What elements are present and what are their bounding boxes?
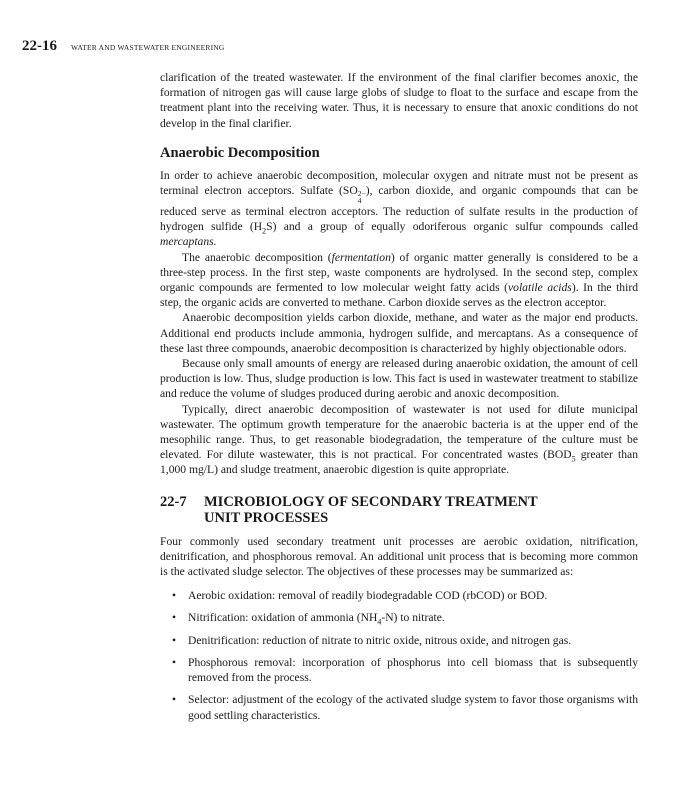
anaerobic-paragraph-2	[160, 250, 638, 311]
section-title-line-1: MICROBIOLOGY OF SECONDARY TREATMENT	[204, 493, 538, 510]
list-item	[160, 692, 638, 722]
list-item	[160, 588, 638, 603]
text-run: greater than 1,000 mg/L) and sludge treatment, anaerobic digestion is quite appropriate.	[160, 448, 638, 477]
text-run: The anaerobic decomposition (	[182, 250, 332, 264]
list-item-text	[188, 610, 638, 625]
running-head	[22, 38, 225, 55]
list-item-text: Phosphorous removal: incorporation of phosphorus into cell biomass that is subsequently removed from the process.	[188, 655, 638, 685]
intro-paragraph: clarification of the treated wastewater. If the environment of the final clarifier becomes anoxic, the formation of nitrogen gas will cause large globs of sludge to float to the surface and escape from the treatment plant into the receiving water. Thus, it is necessary to ensure that anoxic conditions do not develop in the final clarifier.	[160, 71, 638, 130]
book-title: WATER AND WASTEWATER ENGINEERING	[71, 43, 225, 52]
anaerobic-paragraph-5	[160, 402, 638, 478]
subscript: 5	[571, 454, 576, 464]
section-heading	[160, 494, 638, 527]
section-number: 22-7	[160, 493, 187, 510]
page-number: 22-16	[22, 38, 57, 54]
text-run: In order to achieve anaerobic decomposition, molecular oxygen and nitrate must not be present as terminal electron acceptors. Sulfate (SO	[160, 168, 638, 198]
bullet-icon: •	[171, 611, 177, 625]
subscript: 4	[377, 617, 382, 627]
list-item	[160, 655, 638, 685]
subscript: 4	[357, 196, 362, 206]
anaerobic-paragraph-3: Anaerobic decomposition yields carbon dioxide, methane, and water as the major end products. Additional end products include ammonia, hydrogen sulfide, and mercaptans. As a consequence of these last three compounds, anaerobic decomposition is characterized by highly objectionable odors.	[160, 311, 638, 355]
anaerobic-paragraph-4: Because only small amounts of energy are released during anaerobic oxidation, the amount of cell production is low. Thus, sludge production is low. This fact is used in wastewater treatment to stabilize and reduce the volume of sludges produced during aerobic and anoxic decomposition.	[160, 357, 638, 401]
charge-superscript: 2−	[357, 189, 366, 199]
term-fermentation: fermentation	[331, 250, 391, 264]
anaerobic-paragraph-1	[160, 168, 638, 250]
bullet-icon: •	[171, 633, 177, 647]
bullet-icon: •	[171, 655, 177, 669]
process-list	[160, 588, 638, 722]
section-title-line-2: UNIT PROCESSES	[204, 510, 329, 527]
text-run: ), carbon dioxide, and organic compounds that can be reduced serve as terminal electron acceptors. The reduction of sulfate results in the production of hydrogen sulfide (H	[160, 184, 638, 234]
text-run: -N) to nitrate.	[381, 611, 445, 625]
section-title	[204, 494, 638, 527]
page-body	[160, 70, 638, 730]
list-item	[160, 633, 638, 648]
anaerobic-heading: Anaerobic Decomposition	[160, 144, 320, 161]
subscript: 2	[262, 226, 267, 236]
text-run: S) and a group of equally odoriferous organic sulfur compounds called	[266, 220, 639, 234]
text-run: ) of organic matter generally is considered to be a three-step process. In the first step, waste components are hydrolysed. In the second step, complex organic compounds are fermented to low molecular weight fatty acids (	[160, 250, 638, 295]
text-run: Nitrification: oxidation of ammonia (NH	[188, 611, 378, 625]
text-run: Typically, direct anaerobic decomposition of wastewater is not used for dilute municipal wastewater. The optimum growth temperature for the anaerobic bacteria is at the upper end of the mesophilic range. Thus, to get reasonable biodegradation, the temperature of the culture must be elevated. For dilute wastewater, this is not practical. For concentrated wastes (BOD	[160, 402, 638, 462]
sulfate-ion	[358, 183, 366, 204]
list-item-text: Denitrification: reduction of nitrate to nitric oxide, nitrous oxide, and nitrogen gas.	[188, 633, 572, 647]
text-run: ). In the third step, the organic acids are converted to methane. Carbon dioxide serves as the electron acceptor.	[160, 281, 638, 310]
bullet-icon: •	[171, 589, 177, 603]
list-item	[160, 610, 638, 625]
term-volatile-acids: volatile acids	[508, 281, 572, 295]
bullet-icon: •	[171, 693, 177, 707]
term-mercaptans: mercaptans.	[160, 235, 217, 249]
list-item-text: Aerobic oxidation: removal of readily biodegradable COD (rbCOD) or BOD.	[188, 589, 548, 603]
section-intro-paragraph: Four commonly used secondary treatment unit processes are aerobic oxidation, nitrification, denitrification, and phosphorous removal. An additional unit process that is becoming more common is the activated sludge selector. The objectives of these processes may be summarized as:	[160, 534, 638, 579]
list-item-text: Selector: adjustment of the ecology of the activated sludge system to favor those organisms with good settling characteristics.	[188, 693, 638, 722]
